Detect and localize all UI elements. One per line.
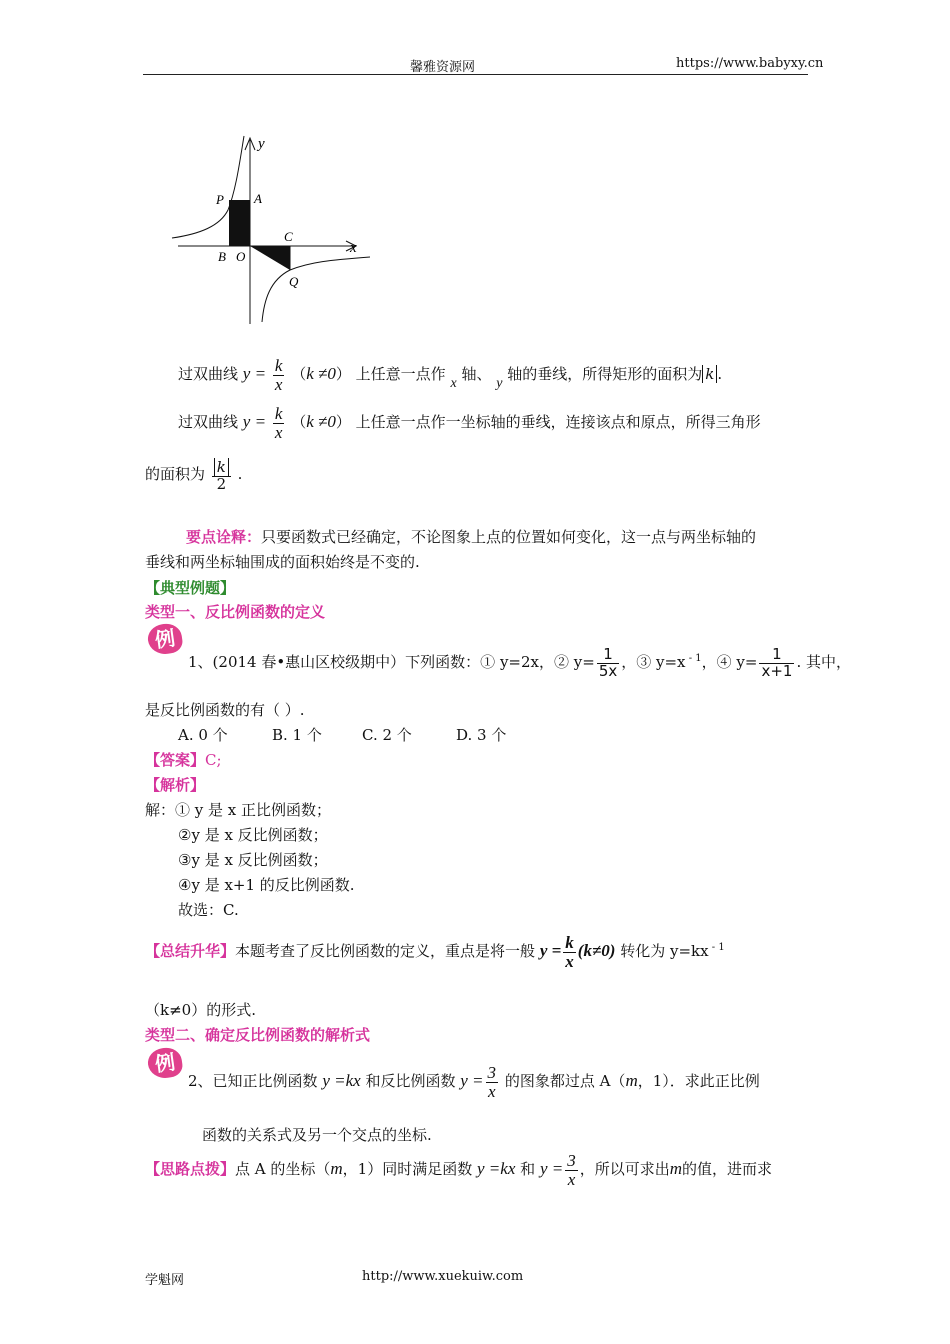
header-url[interactable]: https://www.babyxy.cn — [676, 56, 824, 71]
keypoint-line2: 垂线和两坐标轴围成的面积始终是不变的. — [145, 553, 420, 571]
hint-line: 【思路点拨】点 A 的坐标（m，1）同时满足函数 y =kx 和 y = $\frac{3}{x}$ ，所以可求出m的值，进而求 — [145, 1150, 773, 1189]
p1-fraction: $\frac{k}{x}$ — [274, 355, 283, 394]
half-abs-k-fraction: $\frac{k}{2}$ — [212, 458, 231, 493]
hyperbola-figure — [170, 130, 380, 330]
p2-fraction: $\frac{k}{x}$ — [274, 403, 283, 442]
q1-option-b: B. 1 个 — [272, 726, 322, 744]
shaded-triangle — [250, 246, 290, 270]
summary-line2: （k≠0）的形式. — [145, 1001, 256, 1019]
summary-line1: 【总结升华】本题考查了反比例函数的定义，重点是将一般 y = $\frac{k}{x}$ (k≠0) 转化为 y=kx $^{- 1}$ — [145, 932, 725, 971]
analysis-line-1: 解：① y 是 x 正比例函数； — [145, 801, 332, 819]
analysis-line-5: 故选：C. — [178, 901, 239, 919]
label-B: B — [218, 249, 226, 264]
summary-label: 【总结升华】 — [145, 942, 236, 960]
p1-condition: k ≠0 — [306, 364, 336, 383]
p1-pre: 过双曲线 — [178, 365, 239, 383]
analysis-line-4: ④y 是 x+1 的反比例函数. — [178, 876, 355, 894]
analysis-line-2: ②y 是 x 反比例函数； — [178, 826, 328, 844]
footer-url[interactable]: http://www.xuekuiw.com — [362, 1269, 524, 1284]
paragraph-triangle-area-line2: 的面积为 $\frac{k}{2}$ . — [145, 457, 243, 493]
q1-option-c: C. 2 个 — [362, 726, 412, 744]
hint-fraction: $\frac{3}{x}$ — [567, 1150, 576, 1189]
answer-line — [145, 749, 222, 770]
q1-fraction-2: $\frac{1}{5x}$ — [598, 644, 618, 680]
p1-formula-lhs: y = — [242, 364, 267, 383]
q1-option-d: D. 3 个 — [456, 726, 507, 744]
label-Q: Q — [289, 274, 299, 289]
analysis-label: 【解析】 — [145, 776, 206, 794]
q1-line2: 是反比例函数的有（ ）. — [145, 701, 305, 719]
answer-value: C; — [205, 751, 222, 769]
label-P: P — [216, 192, 224, 207]
summary-fraction: $\frac{k}{x}$ — [565, 932, 574, 971]
type1-heading: 类型一、反比例函数的定义 — [145, 603, 326, 621]
q2-fraction: $\frac{3}{x}$ — [487, 1062, 497, 1101]
q1-fraction-4: $\frac{1}{x+1}$ — [761, 644, 793, 680]
label-O: O — [236, 249, 246, 264]
abs-k: k — [702, 365, 717, 383]
label-A: A — [254, 191, 262, 206]
example-badge-1: 例 — [146, 622, 184, 656]
header-site-name: 馨雅资源网 — [410, 60, 476, 75]
label-y: y — [258, 136, 265, 152]
keypoint-line1: 要点诠释：只要函数式已经确定，不论图象上点的位置如何变化，这一点与两坐标轴的 — [186, 528, 757, 546]
q1-option-a: A. 0 个 — [178, 726, 228, 744]
label-C: C — [284, 229, 293, 244]
q2-line2: 函数的关系式及另一个交点的坐标. — [202, 1126, 432, 1144]
footer-site-name: 学魁网 — [145, 1273, 185, 1288]
hint-label: 【思路点拨】 — [145, 1160, 236, 1178]
shaded-rectangle — [229, 200, 250, 246]
header-divider — [143, 74, 808, 75]
type2-heading: 类型二、确定反比例函数的解析式 — [145, 1026, 371, 1044]
paragraph-triangle-area: 过双曲线 y = $\frac{k}{x}$ （k ≠0） 上任意一点作一坐标轴的垂线，连接该点和原点，所得三角形 — [178, 403, 761, 442]
example-badge-2: 例 — [146, 1046, 184, 1080]
hyperbola-branch-lower-right — [262, 257, 370, 322]
paragraph-rectangle-area: 过双曲线 y = $\frac{k}{x}$ （k ≠0） 上任意一点作 x 轴、 y 轴的垂线，所得矩形的面积为 k . — [178, 355, 723, 394]
q1-line1: 1、(2014 春•惠山区校级期中）下列函数：① y=2x，② y= $\frac{1}{5x}$ ，③ y=x $^{- 1}$，④ y= $\frac{1}{x+1}$ . 其中， — [188, 644, 851, 680]
answer-label: 【答案】 — [145, 751, 206, 769]
analysis-line-3: ③y 是 x 反比例函数； — [178, 851, 328, 869]
section-examples-heading: 【典型例题】 — [145, 579, 236, 597]
label-x: x — [350, 240, 357, 256]
keypoint-label: 要点诠释： — [186, 528, 262, 546]
q2-line1: 2、已知正比例函数 y =kx 和反比例函数 y = $\frac{3}{x}$ 的图象都过点 A（m，1）．求此正比例 — [188, 1062, 760, 1101]
